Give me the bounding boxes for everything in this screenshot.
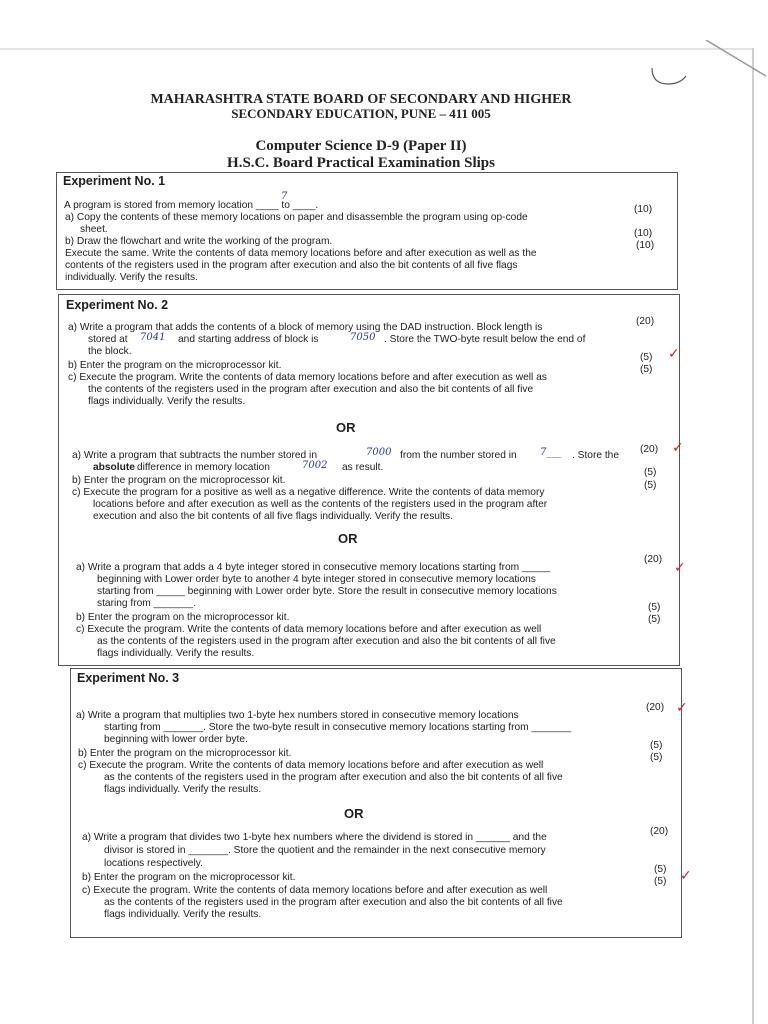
- exp2-add-marks-c: (5): [648, 614, 661, 625]
- exp2-a-line-2a: stored at: [88, 334, 128, 345]
- experiment-2-title: Experiment No. 2: [66, 298, 169, 312]
- exp3-marks-a: (20): [646, 702, 665, 713]
- exp1-marks-a: (10): [634, 204, 653, 215]
- exp3-a-line-2: starting from _______. Store the two-byte result in consecutive memory locations starting from _______: [104, 722, 572, 733]
- exp3-b-line: b) Enter the program on the microprocessor kit.: [78, 748, 292, 759]
- exp2-marks-a: (20): [636, 316, 655, 327]
- exp3-marks-b: (5): [650, 740, 663, 751]
- exp1-line-5: Execute the same. Write the contents of data memory locations before and after execution as well as the: [65, 248, 537, 259]
- exp2-or-2: OR: [338, 531, 358, 546]
- exp3-div-b-line: b) Enter the program on the microprocessor kit.: [82, 872, 296, 883]
- exp1-line-6: contents of the registers used in the program after execution and also the bit contents of all five flags: [65, 260, 518, 271]
- red-tick-mark: ✓: [680, 868, 692, 884]
- exp2-handwritten-7blank: 7___: [540, 447, 562, 458]
- exp1-marks-b: (10): [634, 228, 653, 239]
- exp2-sub-a-absolute: absolute: [93, 462, 135, 473]
- exp2-sub-marks-a: (20): [640, 444, 659, 455]
- corner-pen-mark: [646, 64, 694, 90]
- exam-slips-title: H.S.C. Board Practical Examination Slips: [227, 155, 495, 171]
- exp3-or: OR: [344, 806, 364, 821]
- exp3-div-a-line-2: divisor is stored in _______. Store the quotient and the remainder in the next consecutive memory: [104, 845, 546, 856]
- scan-right-edge: [752, 48, 754, 1024]
- exp1-line-4: b) Draw the flowchart and write the working of the program.: [65, 236, 333, 247]
- exp2-c-line-2: the contents of the registers used in the program after execution and also the bit contents of all five: [88, 384, 534, 395]
- exp1-line-3: sheet.: [80, 224, 108, 235]
- exp2-add-marks-a: (20): [644, 554, 663, 565]
- exp2-add-c-line-3: flags individually. Verify the results.: [97, 648, 255, 659]
- red-tick-mark: ✓: [676, 700, 688, 716]
- exp1-line-7: individually. Verify the results.: [65, 272, 198, 283]
- exp3-c-line-1: c) Execute the program. Write the contents of data memory locations before and after execution as well: [78, 760, 544, 771]
- exp2-sub-c-line-1: c) Execute the program for a positive as well as a negative difference. Write the contents of data memory: [72, 487, 545, 498]
- exp3-div-marks-b: (5): [654, 864, 667, 875]
- experiment-3-title: Experiment No. 3: [77, 671, 180, 685]
- exp2-sub-a-line-1c: . Store the: [572, 450, 620, 461]
- board-name-line-1: MAHARASHTRA STATE BOARD OF SECONDARY AND HIGHER: [150, 92, 572, 107]
- exp2-a-line-1: a) Write a program that adds the contents of a block of memory using the DAD instruction. Block length is: [68, 322, 543, 333]
- red-tick-mark: ✓: [674, 560, 686, 576]
- exp2-sub-marks-c: (5): [644, 480, 657, 491]
- exp3-div-c-line-1: c) Execute the program. Write the contents of data memory locations before and after execution as well: [82, 885, 548, 896]
- exp2-add-a-line-3: starting from _____ beginning with Lower order byte. Store the result in consecutive memory locations: [97, 586, 557, 597]
- exp2-b-line: b) Enter the program on the microprocessor kit.: [68, 360, 282, 371]
- exp2-sub-marks-b: (5): [644, 467, 657, 478]
- page-fold-mark: [700, 40, 768, 80]
- exp3-div-c-line-2: as the contents of the registers used in the program after execution and also the bit contents of all five: [104, 897, 563, 908]
- exp2-c-line-1: c) Execute the program. Write the contents of data memory locations before and after execution as well as: [68, 372, 547, 383]
- exp2-add-c-line-1: c) Execute the program. Write the contents of data memory locations before and after execution as well: [76, 624, 542, 635]
- exp2-sub-c-line-3: execution and also the bit contents of all five flags individually. Verify the results.: [93, 511, 453, 522]
- exp2-handwritten-7050: 7050: [350, 332, 376, 343]
- exp1-marks-c: (10): [636, 240, 655, 251]
- red-tick-mark: ✓: [672, 440, 684, 456]
- exp3-div-c-line-3: flags individually. Verify the results.: [104, 909, 262, 920]
- exp2-a-line-2b: and starting address of block is: [178, 334, 319, 345]
- exp2-sub-a-line-1a: a) Write a program that subtracts the number stored in: [72, 450, 317, 461]
- exp2-add-c-line-2: as the contents of the registers used in the program after execution and also the bit contents of all five: [97, 636, 556, 647]
- exp2-handwritten-7002: 7002: [302, 460, 328, 471]
- experiment-1-title: Experiment No. 1: [63, 174, 166, 188]
- exp1-line-1: A program is stored from memory location ____ to ____.: [64, 200, 319, 211]
- exp2-c-line-3: flags individually. Verify the results.: [88, 396, 246, 407]
- exp2-sub-c-line-2: locations before and after execution as well as the contents of the registers used in the program after: [93, 499, 548, 510]
- exp2-sub-a-line-1b: from the number stored in: [400, 450, 517, 461]
- exp1-line-2: a) Copy the contents of these memory locations on paper and disassemble the program using op-code: [65, 212, 528, 223]
- exp3-div-marks-c: (5): [654, 876, 667, 887]
- exp3-marks-c: (5): [650, 752, 663, 763]
- exp2-add-marks-b: (5): [648, 602, 661, 613]
- red-tick-mark: ✓: [668, 346, 680, 362]
- exp3-c-line-3: flags individually. Verify the results.: [104, 784, 262, 795]
- board-name-line-2: SECONDARY EDUCATION, PUNE – 411 005: [231, 106, 491, 121]
- exp2-add-a-line-4: staring from _______.: [97, 598, 197, 609]
- exp2-sub-a-line-2b: difference in memory location: [137, 462, 270, 473]
- exp3-div-a-line-3: locations respectively.: [104, 858, 203, 869]
- exp2-handwritten-7000: 7000: [366, 447, 392, 458]
- exp2-marks-b: (5): [640, 352, 653, 363]
- exp2-add-a-line-2: beginning with Lower order byte to another 4 byte integer stored in consecutive memory locations: [97, 574, 536, 585]
- exp3-div-a-line-1: a) Write a program that divides two 1-byte hex numbers where the dividend is stored in ______ and the: [82, 832, 547, 843]
- exp2-a-line-2c: . Store the TWO-byte result below the end of: [384, 334, 586, 345]
- exp3-a-line-1: a) Write a program that multiplies two 1-byte hex numbers stored in consecutive memory locations: [76, 710, 519, 721]
- exp2-sub-b-line: b) Enter the program on the microprocessor kit.: [72, 475, 286, 486]
- exp2-add-a-line-1: a) Write a program that adds a 4 byte integer stored in consecutive memory locations starting from _____: [76, 562, 551, 573]
- exp2-a-line-3: the block.: [88, 346, 132, 357]
- paper-title: Computer Science D-9 (Paper II): [255, 138, 467, 154]
- exp1-handwritten-7: 7: [281, 191, 288, 202]
- exp2-marks-c: (5): [640, 364, 653, 375]
- scan-top-edge: [0, 48, 752, 50]
- exp2-or-1: OR: [336, 420, 356, 435]
- exp2-handwritten-7041: 7041: [140, 332, 166, 343]
- exp3-a-line-3: beginning with lower order byte.: [104, 734, 248, 745]
- exp2-sub-a-line-2c: as result.: [342, 462, 384, 473]
- exp3-c-line-2: as the contents of the registers used in the program after execution and also the bit contents of all five: [104, 772, 563, 783]
- exp3-div-marks-a: (20): [650, 826, 669, 837]
- exp2-add-b-line: b) Enter the program on the microprocessor kit.: [76, 612, 290, 623]
